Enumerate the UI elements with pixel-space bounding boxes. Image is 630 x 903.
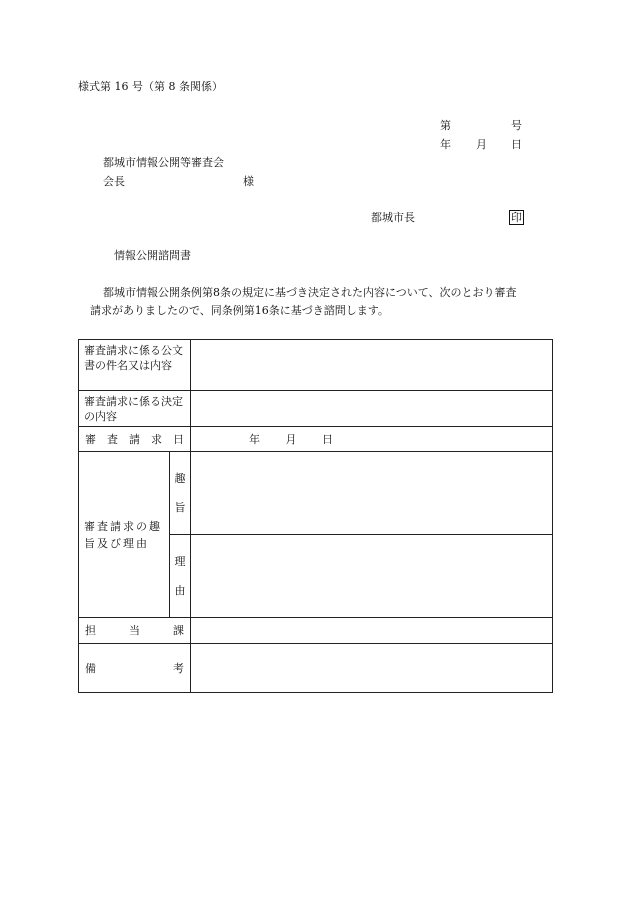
request-date-day: 日	[322, 432, 333, 446]
request-date-field[interactable]	[191, 427, 553, 452]
reason-sublabel	[170, 535, 191, 618]
body-text-line-1: 都城市情報公開条例第8条の規定に基づき決定された内容について、次のとおり審査	[103, 286, 517, 299]
label-char: 求	[151, 432, 162, 446]
document-subject-label: 審査請求に係る公文書の件名又は内容	[79, 340, 191, 391]
seal-mark: 印	[511, 211, 522, 224]
reason-field[interactable]	[191, 535, 553, 618]
date-year: 年	[440, 138, 451, 151]
label-char: 担	[85, 624, 96, 637]
label-char: 備	[85, 661, 96, 675]
label-char: 請	[129, 432, 140, 446]
document-subject-field[interactable]	[191, 340, 553, 391]
label-char: 当	[129, 624, 140, 637]
remarks-label	[79, 644, 191, 693]
decision-content-field[interactable]	[191, 391, 553, 427]
request-date-year: 年	[249, 432, 260, 446]
purpose-char: 旨	[174, 501, 186, 514]
inquiry-form-table	[78, 339, 553, 693]
reason-char: 理	[174, 555, 186, 568]
ref-dai: 第	[440, 119, 451, 132]
sender-name: 都城市長	[371, 211, 415, 224]
department-field[interactable]	[191, 618, 553, 644]
addressee-sama: 様	[243, 175, 254, 188]
purpose-sublabel	[170, 452, 191, 535]
label-char: 日	[173, 432, 184, 446]
department-label	[79, 618, 191, 644]
addressee-org: 都城市情報公開等審査会	[103, 156, 224, 169]
date-day: 日	[511, 138, 522, 151]
purpose-char: 趣	[174, 472, 186, 485]
label-char: 課	[173, 624, 184, 637]
purpose-reason-label: 審査請求の趣旨及び理由	[79, 452, 170, 618]
addressee-title: 会長	[103, 175, 125, 188]
request-date-month: 月	[285, 432, 297, 446]
request-date-label	[79, 427, 191, 452]
reason-char: 由	[174, 584, 186, 597]
remarks-field[interactable]	[191, 644, 553, 693]
label-char: 考	[173, 661, 184, 675]
decision-content-label: 審査請求に係る決定の内容	[79, 391, 191, 427]
label-char: 審	[85, 432, 96, 446]
body-text-line-2: 請求がありましたので、同条例第16条に基づき諮問します。	[90, 304, 389, 317]
ref-go: 号	[511, 119, 522, 132]
document-title: 情報公開諮問書	[114, 249, 191, 262]
date-month: 月	[476, 138, 487, 151]
purpose-field[interactable]	[191, 452, 553, 535]
form-number: 様式第 16 号（第 8 条関係）	[78, 80, 223, 93]
label-char: 査	[107, 432, 118, 446]
